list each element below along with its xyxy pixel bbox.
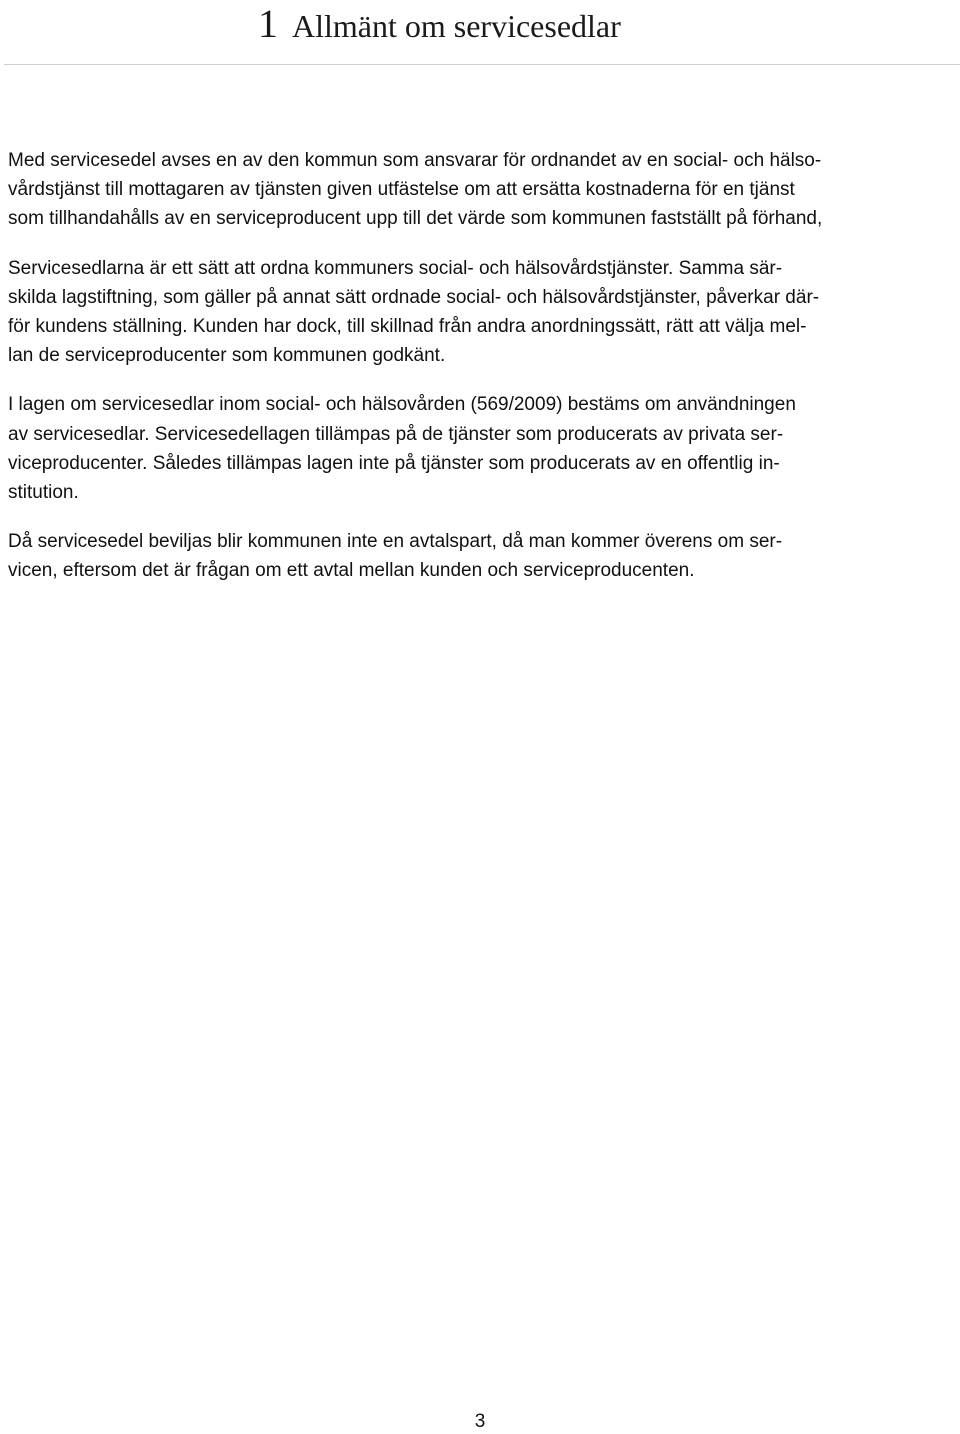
paragraph-legislation: [8, 254, 954, 371]
document-body: [8, 146, 954, 606]
text-line: skilda lagstiftning, som gäller på annat sätt ordnade social- och hälsovårdstjänster, påverkar där-: [8, 286, 820, 308]
text-line: vårdstjänst till mottagaren av tjänsten given utfästelse om att ersätta kostnaderna för en tjänst: [8, 179, 795, 201]
text-line: som tillhandahålls av en serviceproducent upp till det värde som kommunen fastställt på förhand,: [8, 208, 823, 230]
text-line: Med servicesedel avses en av den kommun som ansvarar för ordnandet av en social- och hälso-: [8, 150, 822, 171]
text-line: för kundens ställning. Kunden har dock, till skillnad från andra anordningssätt, rätt att välja mel-: [8, 316, 807, 338]
chapter-title: Allmänt om servicesedlar: [292, 8, 621, 44]
text-line: viceproducenter. Således tillämpas lagen inte på tjänster som producerats av en offentlig in-: [8, 452, 780, 474]
paragraph-law-reference: [8, 390, 954, 507]
heading-divider: [4, 64, 960, 65]
text-line: vicen, eftersom det är frågan om ett avtal mellan kunden och serviceproducenten.: [8, 560, 695, 582]
text-line: av servicesedlar. Servicesedellagen tillämpas på de tjänster som producerats av privata ser-: [8, 423, 784, 445]
text-line: I lagen om servicesedlar inom social- och hälsovården (569/2009) bestäms om användningen: [8, 394, 796, 416]
page-number: 3: [474, 1411, 486, 1432]
paragraph-contract: [8, 527, 954, 585]
text-line: Då servicesedel beviljas blir kommunen inte en avtalspart, då man kommer överens om ser-: [8, 531, 783, 553]
text-line: lan de serviceproducenter som kommunen godkänt.: [8, 345, 446, 367]
text-line: Servicesedlarna är ett sätt att ordna kommuners social- och hälsovårdstjänster. Samma sär-: [8, 257, 783, 279]
chapter-number: 1: [258, 1, 278, 46]
paragraph-definition: [8, 146, 954, 234]
chapter-heading: [258, 0, 621, 48]
text-line: stitution.: [8, 482, 79, 504]
